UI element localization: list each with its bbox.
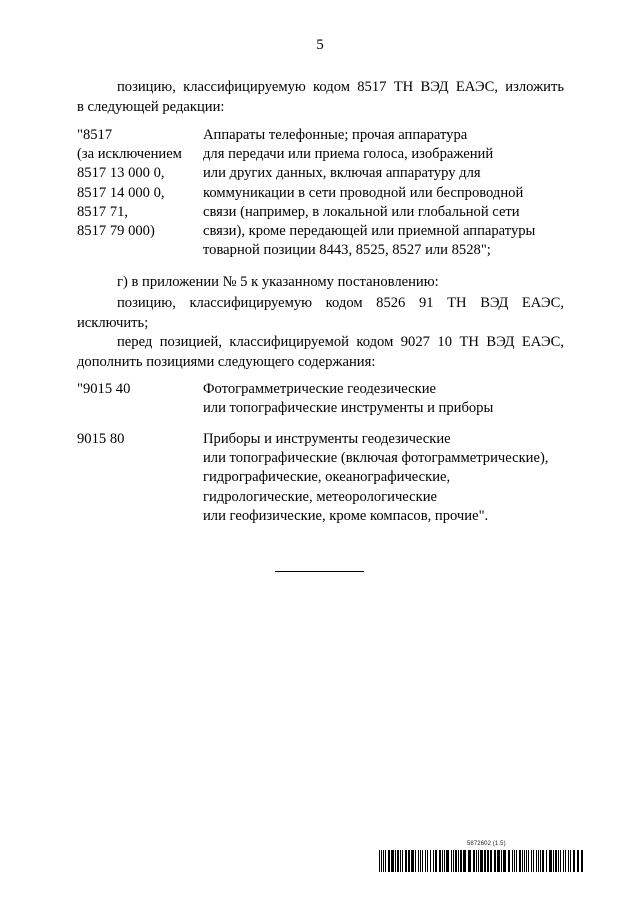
desc-line: гидрографические, океанографические, bbox=[203, 469, 451, 486]
code-line: 8517 14 000 0, bbox=[77, 184, 165, 201]
entry-8517-description bbox=[203, 126, 535, 260]
desc-line: или топографические (включая фотограмметрические), bbox=[203, 450, 549, 467]
entry-8517-code bbox=[77, 126, 182, 241]
desc-line: коммуникации в сети проводной или беспроводной bbox=[203, 184, 524, 201]
code-line: 8517 13 000 0, bbox=[77, 165, 165, 182]
desc-line: Приборы и инструменты геодезические bbox=[203, 431, 451, 447]
entry-901580-code bbox=[77, 430, 124, 449]
closing-rule bbox=[275, 571, 364, 572]
code-line: 8517 71, bbox=[77, 203, 129, 220]
desc-line: Аппараты телефонные; прочая аппаратура bbox=[203, 127, 468, 143]
desc-line: товарной позиции 8443, 8525, 8527 или 8528"; bbox=[203, 242, 491, 259]
barcode-icon bbox=[379, 850, 585, 872]
desc-line: или других данных, включая аппаратуру для bbox=[203, 165, 481, 182]
code-line: 9015 80 bbox=[77, 431, 125, 447]
code-line: 8517 79 000) bbox=[77, 222, 155, 239]
desc-line: или топографические инструменты и приборы bbox=[203, 400, 494, 417]
entry-901540-code bbox=[77, 380, 130, 399]
document-number: 5872602 (1.5) bbox=[467, 841, 506, 847]
add-line-1: перед позицией, классифицируемой кодом 9027 10 ТН ВЭД ЕАЭС, bbox=[117, 334, 564, 350]
add-line-2: дополнить позициями следующего содержания: bbox=[77, 354, 376, 370]
section-g-heading: г) в приложении № 5 к указанному постановлению: bbox=[117, 274, 439, 290]
code-line: "8517 bbox=[77, 127, 113, 143]
exclude-line-2: исключить; bbox=[77, 315, 149, 331]
desc-line: или геофизические, кроме компасов, прочие". bbox=[203, 507, 489, 524]
entry-901540-description bbox=[203, 380, 493, 418]
desc-line: связи), кроме передающей или приемной аппаратуры bbox=[203, 222, 536, 239]
desc-line: Фотограмметрические геодезические bbox=[203, 381, 437, 397]
entry-901580-description bbox=[203, 430, 548, 526]
exclude-line-1: позицию, классифицируемую кодом 8526 91 ТН ВЭД ЕАЭС, bbox=[117, 295, 564, 311]
desc-line: для передачи или приема голоса, изображений bbox=[203, 146, 494, 163]
desc-line: связи (например, в локальной или глобальной сети bbox=[203, 203, 520, 220]
code-line: (за исключением bbox=[77, 146, 182, 163]
code-line: "9015 40 bbox=[77, 381, 131, 397]
intro-line-2: в следующей редакции: bbox=[77, 99, 225, 115]
desc-line: гидрологические, метеорологические bbox=[203, 488, 438, 505]
intro-line-1: позицию, классифицируемую кодом 8517 ТН ВЭД ЕАЭС, изложить bbox=[117, 79, 564, 95]
page-number: 5 bbox=[316, 37, 324, 53]
